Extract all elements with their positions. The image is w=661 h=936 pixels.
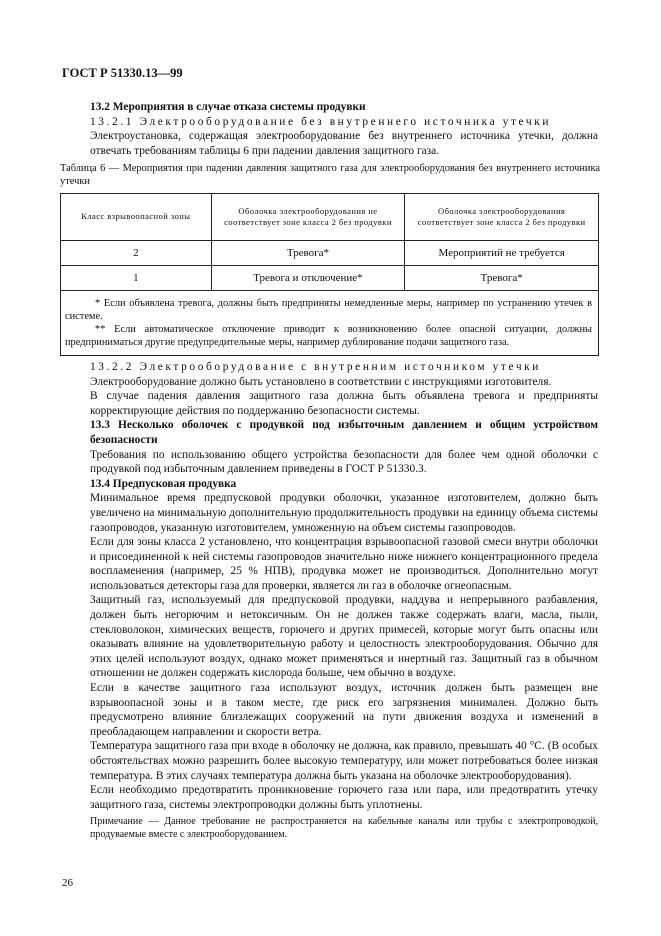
section-13-4-paragraph-1: Минимальное время предпусковой продувки оболочки, указанное изготовителем, должно быть увеличено на минимальную дополнительную продолжительность продувки на единицу объема системы газопроводов, указанную изготовителем, умноженную на объем системы газопроводов. [90, 492, 598, 534]
table-header-row [61, 193, 599, 240]
table-header-cell: Класс взрывоопасной зоны [61, 193, 212, 240]
document-body [60, 100, 600, 841]
section-13-4-paragraph-4: Если в качестве защитного газа используют воздух, источник должен быть размещен вне взрывоопасной зоны и в таком месте, где риск его загрязнения минимален. Должно быть предусмотрено влияние близлежащих сооружений на пути движения воздуха и изменений в преобладающем направлении и скорости ветра. [90, 682, 598, 738]
table-row [61, 240, 599, 265]
table-cell: Мероприятий не требуется [405, 240, 599, 265]
section-13-2-1-text: Электроустановка, содержащая электрооборудование без внутреннего источника утечки, должна отвечать требованиям таблицы 6 при падении давления защитного газа. [90, 130, 598, 157]
table-header-cell: Оболочка электрооборудования не соответствует зоне класса 2 без продувки [211, 193, 405, 240]
section-13-4-title: 13.4 Предпусковая продувка [90, 477, 237, 490]
table-cell: Тревога* [211, 240, 405, 265]
section-13-4-paragraph-5: Температура защитного газа при входе в оболочку не должна, как правило, превышать 40 °С. (В особых обстоятельствах можно разрешить более высокую температуру, или может потребоваться более низкая температура. В этих случаях температура должна быть указана на оболочке электрооборудования). [90, 740, 598, 782]
page-number: 26 [62, 877, 73, 889]
document-header: ГОСТ Р 51330.13—99 [62, 66, 183, 80]
section-13-2-1-heading: 13.2.1 Электрооборудование без внутреннего источника утечки [90, 115, 552, 128]
section-13-4-note: Примечание — Данное требование не распространяется на кабельные каналы или трубы с электропроводкой, продуваемые вместе с электрооборудованием. [90, 816, 598, 840]
table-note-1: * Если объявлена тревога, должны быть предприняты немедленные меры, например по устранению утечек в системе. [65, 297, 592, 322]
section-13-2-2-paragraph-2: В случае падения давления защитного газа должна быть объявлена тревога и предприняты корректирующие действия по поддержанию безопасности системы. [90, 390, 598, 417]
table-notes-cell [61, 290, 599, 355]
section-13-4-paragraph-2: Если для зоны класса 2 установлено, что концентрация взрывоопасной газовой смеси внутри оболочки и присоединенной к ней системы газопроводов значительно ниже нижнего концентрационного предела воспламенения (например, 25 % НПВ), продувка может не производиться. Дополнительно могут использоваться детекторы газа для проверки, является ли газ в оболочке огнеопасным. [90, 536, 598, 592]
table-6-caption: Таблица 6 — Мероприятия при падении давления защитного газа для электрооборудования без внутреннего источника утечки [60, 163, 600, 188]
section-13-3-title: 13.3 Несколько оболочек с продувкой под избыточным давлением и общим устройством безопасности [90, 419, 598, 446]
section-13-2-2-heading: 13.2.2 Электрооборудование с внутренним источником утечки [90, 360, 541, 373]
section-13-3-paragraph-1: Требования по использованию общего устройства безопасности для более чем одной оболочки с продувкой под избыточным давлением приведены в ГОСТ Р 51330.3. [90, 448, 598, 476]
table-cell: 1 [61, 265, 212, 290]
section-13-2-2-paragraph-1: Электрооборудование должно быть установлено в соответствии с инструкциями изготовителя. [90, 375, 552, 388]
table-note-2: ** Если автоматическое отключение приводит к возникновению более опасной ситуации, должны предприниматься другие предупредительные меры, например дублирование подачи защитного газа. [65, 323, 592, 348]
table-cell: 2 [61, 240, 212, 265]
table-header-cell: Оболочка электрооборудования соответствует зоне класса 2 без продувки [405, 193, 599, 240]
table-cell: Тревога* [405, 265, 599, 290]
section-13-2-title: 13.2 Мероприятия в случае отказа системы продувки [90, 101, 366, 113]
table-notes-row [61, 290, 599, 355]
section-13-4-paragraph-3: Защитный газ, используемый для предпусковой продувки, наддува и непрерывного разбавления, должен быть негорючим и нетоксичным. Он не должен также содержать влаги, масла, пыли, стекловолокон, химических веществ, горючего и других примесей, которые могут быть опасны или оказывать влияние на удовлетворительную работу и целостность электрооборудования. Обычно для этих целей используют воздух, однако может применяться и инертный газ. Защитный газ в обычном отношении не должен содержать кислорода больше, чем обычно в воздухе. [90, 594, 598, 680]
table-cell: Тревога и отключение* [211, 265, 405, 290]
table-6 [60, 193, 599, 356]
table-row [61, 265, 599, 290]
section-13-4-paragraph-6: Если необходимо предотвратить проникновение горючего газа или пара, или предотвратить утечку защитного газа, системы электропроводки должны быть уплотнены. [90, 784, 598, 811]
